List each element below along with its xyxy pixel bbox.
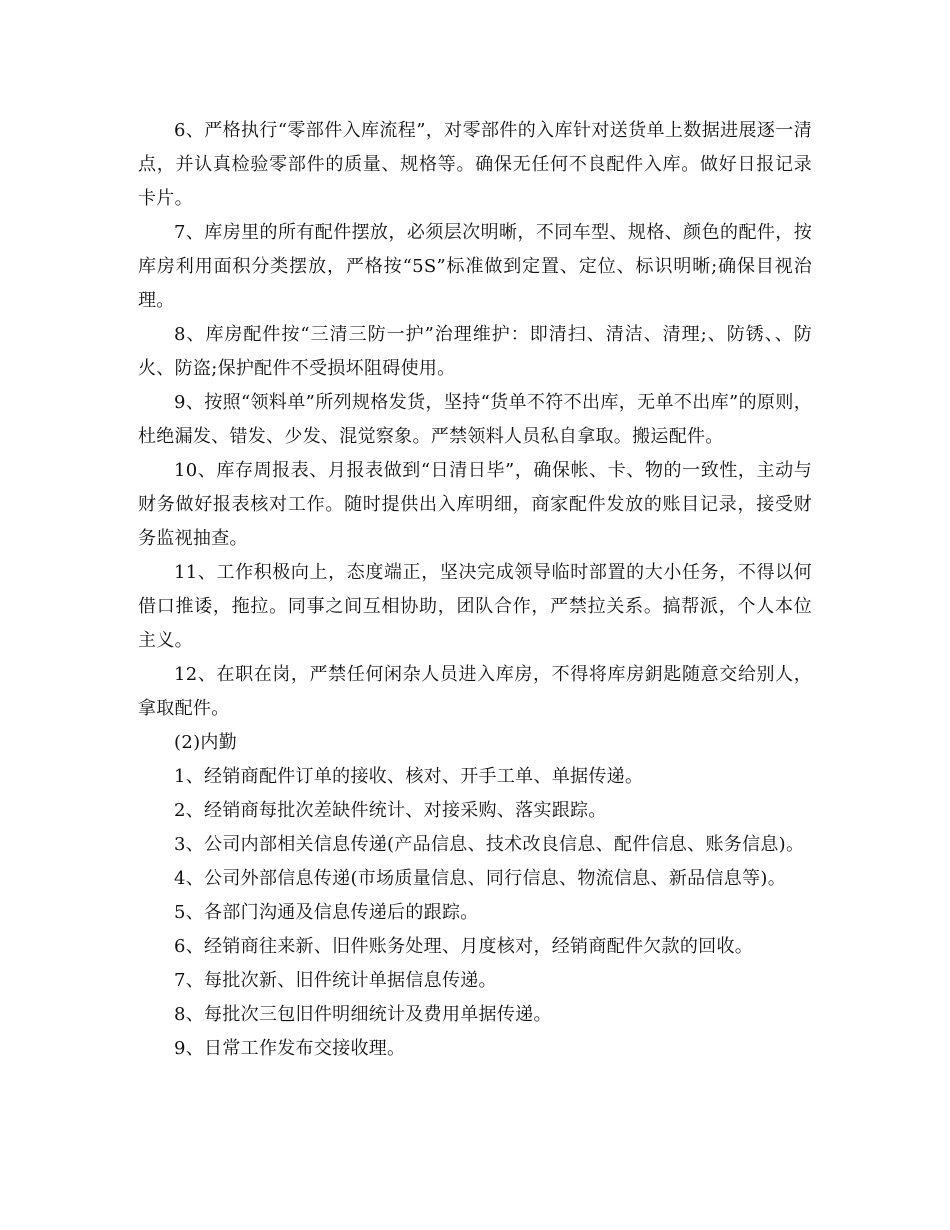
list-item: 3、公司内部相关信息传递(产品信息、技术改良信息、配件信息、账务信息)。 xyxy=(174,834,805,855)
section-heading-neiqin: (2)内勤 xyxy=(174,732,237,753)
list-item: 6、经销商往来新、旧件账务处理、月度核对，经销商配件欠款的回收。 xyxy=(174,936,754,957)
list-item: 1、经销商配件订单的接收、核对、开手工单、单据传递。 xyxy=(174,766,644,787)
list-item: 5、各部门沟通及信息传递后的跟踪。 xyxy=(174,902,479,923)
list-item: 7、每批次新、旧件统计单据信息传递。 xyxy=(174,970,497,991)
list-item: 9、日常工作发布交接收理。 xyxy=(174,1038,406,1059)
paragraph-10: 10、库存周报表、月报表做到“日清日毕”，确保帐、卡、物的一致性，主动与财务做好报表核对工作。随时提供出入库明细，商家配件发放的账目记录，接受财务监视抽查。 xyxy=(138,460,812,549)
paragraph-12: 12、在职在岗，严禁任何闲杂人员进入库房，不得将库房鈅匙随意交给别人，拿取配件。 xyxy=(138,664,812,719)
list-item: 8、每批次三包旧件明细统计及费用单据传递。 xyxy=(174,1004,552,1025)
paragraph-7: 7、库房里的所有配件摆放，必须层次明晰，不同车型、规格、颜色的配件，按库房利用面积分类摆放，严格按“5S”标准做到定置、定位、标识明晰;确保目视治理。 xyxy=(138,222,812,311)
paragraph-8: 8、库房配件按“三清三防一护”治理维护：即清扫、清洁、清理;、防锈、、防火、防盗;保护配件不受损坏阻碍使用。 xyxy=(138,324,812,379)
list-item: 2、经销商每批次差缺件统计、对接采购、落实跟踪。 xyxy=(174,800,607,821)
paragraph-11: 11、工作积极向上，态度端正，坚决完成领导临时部置的大小任务，不得以何借口推诿，拖拉。同事之间互相协助，团队合作，严禁拉关系。搞帮派，个人本位主义。 xyxy=(138,562,812,651)
paragraph-6: 6、严格执行“零部件入库流程”，对零部件的入库针对送货单上数据进展逐一清点，并认真检验零部件的质量、规格等。确保无任何不良配件入库。做好日报记录卡片。 xyxy=(138,120,812,209)
paragraph-9: 9、按照“领料单”所列规格发货，坚持“货单不符不出库，无单不出库”的原则，杜绝漏发、错发、少发、混觉察象。严禁领料人员私自拿取。搬运配件。 xyxy=(138,392,812,447)
list-item: 4、公司外部信息传递(市场质量信息、同行信息、物流信息、新品信息等)。 xyxy=(174,868,786,889)
